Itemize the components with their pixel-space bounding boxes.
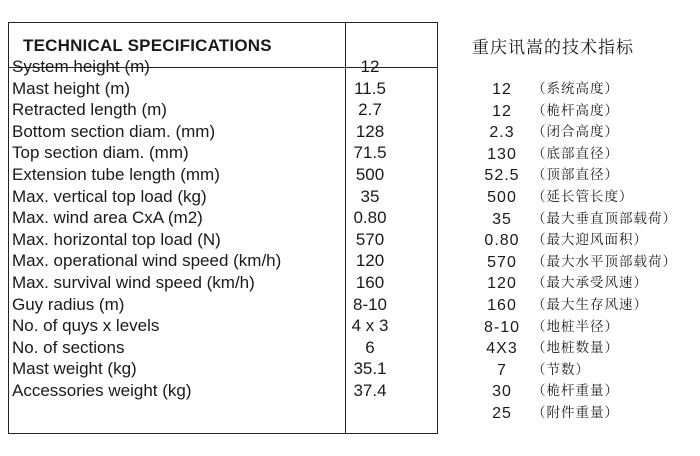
spec-label: Mast height (m) [12, 78, 131, 98]
spec-value: 71.5 [353, 143, 387, 163]
spec-value: 35 [360, 186, 380, 206]
spec-value: 11.5 [354, 78, 386, 98]
spec-label: Guy radius (m) [12, 294, 125, 314]
spec-row [12, 164, 422, 186]
spec-row [12, 337, 422, 359]
chinese-value: 25 [492, 404, 512, 422]
chinese-label: （最大垂直顶部载荷） [532, 210, 677, 227]
spec-value: 4 x 3 [351, 316, 389, 336]
spec-row [12, 315, 422, 337]
spec-row [12, 358, 422, 380]
spec-row [12, 56, 422, 78]
chinese-rows [472, 79, 697, 425]
spec-label: No. of sections [12, 337, 125, 357]
chinese-row [472, 230, 697, 252]
chinese-row [472, 252, 697, 274]
spec-value: 2.7 [358, 100, 382, 120]
spec-value: 160 [355, 272, 385, 292]
chinese-title: 重庆讯嵩的技术指标 [472, 38, 634, 58]
chinese-label: （最大生存风速） [532, 296, 648, 313]
chinese-value: 570 [487, 253, 517, 271]
spec-row [12, 186, 422, 208]
spec-label: Max. vertical top load (kg) [12, 186, 207, 206]
chinese-row [472, 79, 697, 101]
chinese-label: （地桩数量） [532, 340, 619, 357]
spec-label: Accessories weight (kg) [12, 380, 192, 400]
spec-label: Max. horizontal top load (N) [12, 229, 221, 249]
chinese-row [472, 209, 697, 231]
spec-row [12, 229, 422, 251]
spec-value: 8-10 [352, 294, 388, 314]
chinese-row [472, 101, 697, 123]
chinese-label: （地桩半径） [532, 318, 619, 335]
chinese-row [472, 273, 697, 295]
spec-row [12, 294, 422, 316]
chinese-label: （桅杆高度） [532, 102, 619, 119]
spec-label: Top section diam. (mm) [12, 143, 189, 163]
spec-label: Max. operational wind speed (km/h) [12, 251, 282, 271]
spec-row [12, 380, 422, 402]
chinese-row [472, 165, 697, 187]
chinese-row [472, 122, 697, 144]
spec-value: 35.1 [353, 359, 387, 379]
chinese-row [472, 360, 697, 382]
chinese-label: （系统高度） [532, 81, 619, 97]
spec-label: No. of quys x levels [12, 316, 160, 336]
spec-label: Max. survival wind speed (km/h) [12, 272, 255, 292]
spec-value: 120 [355, 251, 385, 271]
spec-row [12, 121, 422, 143]
chinese-label: （最大迎风面积） [532, 232, 648, 249]
chinese-label: （附件重量） [532, 404, 619, 421]
spec-row [12, 250, 422, 272]
chinese-value: 130 [487, 145, 517, 163]
chinese-label: （闭合高度） [532, 124, 619, 141]
chinese-label: （底部直径） [532, 145, 619, 162]
chinese-value: 120 [487, 275, 517, 293]
spec-value: 37.4 [353, 380, 387, 400]
spec-row [12, 272, 422, 294]
chinese-row [472, 144, 697, 166]
spec-label: Max. wind area CxA (m2) [12, 208, 203, 228]
chinese-label: （桅杆重量） [532, 383, 619, 400]
chinese-row [472, 338, 697, 360]
chinese-row [472, 295, 697, 317]
chinese-value: 500 [487, 188, 517, 206]
chinese-value: 12 [492, 102, 512, 120]
spec-value: 6 [365, 337, 375, 357]
spec-rows [12, 56, 422, 402]
spec-row [12, 99, 422, 121]
chinese-value: 2.3 [489, 124, 515, 142]
spec-label: Retracted length (m) [12, 100, 167, 120]
chinese-value: 30 [492, 383, 512, 401]
chinese-label: （最大承受风速） [532, 275, 648, 292]
chinese-label: （最大水平顶部载荷） [532, 253, 677, 270]
chinese-value: 160 [487, 296, 517, 314]
chinese-row [472, 317, 697, 339]
chinese-value: 8-10 [483, 318, 521, 336]
spec-row [12, 78, 422, 100]
spec-row [12, 207, 422, 229]
spec-value: 500 [355, 164, 385, 184]
chinese-value: 12 [492, 81, 512, 98]
chinese-row [472, 381, 697, 403]
spec-table-title: TECHNICAL SPECIFICATIONS [23, 36, 272, 55]
spec-label: Mast weight (kg) [12, 359, 137, 379]
spec-value: 0.80 [353, 208, 387, 228]
chinese-row [472, 403, 697, 425]
chinese-label: （延长管长度） [532, 188, 634, 205]
chinese-label: （节数） [532, 361, 590, 378]
spec-value: 12 [360, 57, 380, 76]
spec-row [12, 142, 422, 164]
chinese-value: 4X3 [486, 340, 518, 358]
chinese-label: （顶部直径） [532, 167, 619, 184]
spec-value: 128 [355, 121, 385, 141]
spec-label: Bottom section diam. (mm) [12, 121, 216, 141]
chinese-value: 52.5 [484, 167, 520, 185]
spec-label: System height (m) [12, 57, 150, 76]
spec-label: Extension tube length (mm) [12, 164, 220, 184]
chinese-value: 35 [492, 210, 512, 228]
spec-value: 570 [355, 229, 385, 249]
chinese-row [472, 187, 697, 209]
chinese-value: 0.80 [484, 232, 520, 250]
chinese-value: 7 [497, 361, 507, 379]
